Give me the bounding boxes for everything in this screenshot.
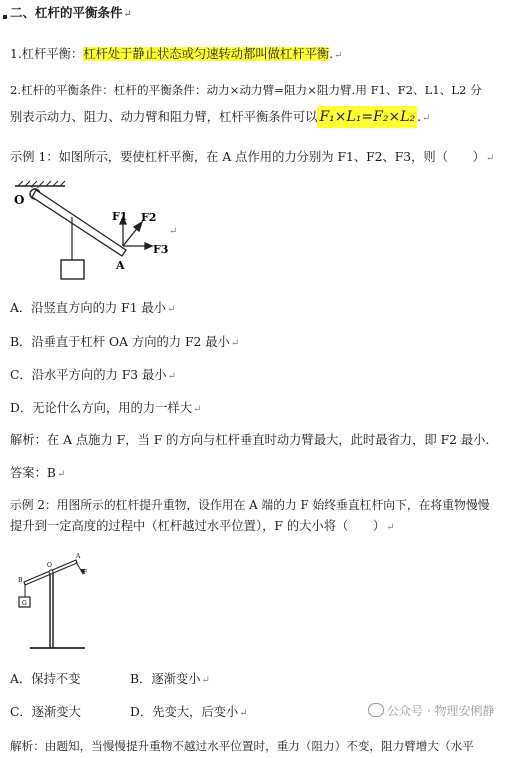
balance-condition-line1: 2.杠杆的平衡条件：杠杆的平衡条件：动力×动力臂=阻力×阻力臂.用 F1、F2、L1、L2 分: [10, 83, 482, 97]
label-f1: F1: [112, 210, 128, 223]
section-marker: [3, 15, 7, 19]
example1-answer: 答案：B↵: [10, 466, 66, 480]
balance-condition-line2: 别表示动力、阻力、动力臂和阻力臂，杠杆平衡条件可以 F₁×L₁=F₂×L₂ .↵: [10, 109, 430, 127]
example1-analysis: 解析：在 A 点施力 F，当 F 的方向与杠杆垂直时动力臂最大，此时最省力，即 F2 最小.: [10, 433, 490, 447]
label-o2: O: [47, 562, 52, 569]
example1-option-a: A．沿竖直方向的力 F1 最小↵: [10, 301, 176, 315]
example1-lever-figure: [10, 180, 178, 285]
example1-option-d: D．无论什么方向，用的力一样大↵: [10, 401, 202, 415]
label-a2: A: [76, 553, 81, 560]
label-g: G: [22, 600, 27, 607]
highlighted-definition: 杠杆处于静止状态或匀速转动都叫做杠杆平衡: [83, 47, 330, 61]
label-f2: F2: [141, 211, 157, 224]
section-title: 二、杠杆的平衡条件↵: [10, 5, 132, 20]
label-f3: F3: [153, 243, 169, 256]
label-b: B: [18, 577, 23, 584]
example1-option-c: C．沿水平方向的力 F3 最小↵: [10, 368, 176, 382]
label-o: O: [14, 193, 25, 207]
example2-option-d: D．先变大，后变小↵: [130, 705, 248, 719]
example2-question-line2: 提升到一定高度的过程中（杠杆越过水平位置），F 的大小将（ ）↵: [10, 519, 395, 533]
example1-option-b: B．沿垂直于杠杆 OA 方向的力 F2 最小↵: [10, 335, 240, 349]
example2-analysis-partial: 解析：由题知，当慢慢提升重物不越过水平位置时，重力（阻力）不变，阻力臂增大（水平: [10, 739, 474, 753]
example2-lever-figure: [10, 548, 115, 653]
example1-question: 示例 1：如图所示，要使杠杆平衡，在 A 点作用的力分别为 F1、F2、F3，则（ ）↵: [10, 150, 495, 164]
example2-question-line1: 示例 2：用图所示的杠杆提升重物，设作用在 A 端的力 F 始终垂直杠杆向下，在将重物慢慢: [10, 498, 490, 512]
definition-lever-balance: 1.杠杆平衡：杠杆处于静止状态或匀速转动都叫做杠杆平衡.↵: [10, 47, 343, 61]
example2-option-b: B．逐渐变小↵: [130, 672, 210, 686]
balance-formula: F₁×L₁=F₂×L₂: [317, 106, 417, 128]
label-a: A: [116, 259, 125, 272]
watermark: 公众号 · 物理安俐静: [368, 702, 494, 719]
example2-option-a: A．保持不变: [10, 672, 81, 686]
example2-option-c: C．逐渐变大: [10, 705, 81, 719]
figure1-return-mark: ↵: [169, 226, 178, 237]
wechat-icon: [368, 703, 384, 717]
label-f: F: [83, 569, 88, 576]
